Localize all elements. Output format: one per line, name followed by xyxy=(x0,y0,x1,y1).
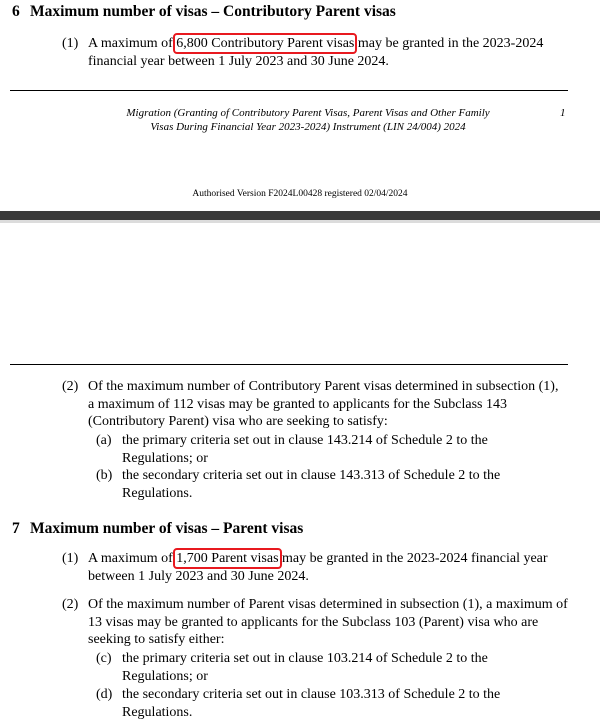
subsection-label: (1) xyxy=(62,551,79,566)
paragraph-text: the secondary criteria set out in clause 143.313 of Schedule 2 to the Regulations. xyxy=(122,468,501,501)
prefix-text: A maximum of xyxy=(88,551,173,566)
subsection-label: (2) xyxy=(62,597,79,612)
subsection-text xyxy=(88,550,548,585)
section-7-number: 7 xyxy=(12,520,20,537)
subsection-text: Of the maximum number of Contributory Parent visas determined in subsection (1), a maximum of 112 visas may be granted to applicants for the Subclass 143 (Contributory Parent) visa who are seeking to satisfy: xyxy=(88,379,559,429)
suffix-text: may be granted in the 2023-2024 financial year between 1 July 2023 and 30 June 2024. xyxy=(88,551,548,584)
paragraph-label: (b) xyxy=(96,468,113,483)
subsection-text xyxy=(88,35,582,70)
footer-title-line-1: Migration (Granting of Contributory Parent Visas, Parent Visas and Other Family xyxy=(126,107,490,119)
paragraph-a xyxy=(96,432,514,467)
page-separator xyxy=(0,211,600,220)
section-6-title: Maximum number of visas – Contributory Parent visas xyxy=(30,3,396,20)
footer-instrument-title xyxy=(108,106,508,134)
subsection-label: (2) xyxy=(62,379,79,394)
paragraph-label: (a) xyxy=(96,433,112,448)
suffix-text: may be granted in the 2023-2024 financial year between 1 July 2023 and 30 June 2024. xyxy=(88,36,544,69)
section-6-heading xyxy=(12,3,396,21)
registration-notice: Authorised Version F2024L00428 registered 02/04/2024 xyxy=(192,189,408,199)
section-6-subsection-2 xyxy=(62,378,567,431)
footer-rule xyxy=(10,90,568,91)
paragraph-c xyxy=(96,650,514,685)
paragraph-text: the secondary criteria set out in clause 103.313 of Schedule 2 to the Regulations. xyxy=(122,687,501,720)
section-7-subsection-2 xyxy=(62,596,569,649)
section-6-subsection-1 xyxy=(62,35,582,70)
highlighted-quota-contributory: 6,800 Contributory Parent visas xyxy=(176,36,355,51)
prefix-text: A maximum of xyxy=(88,36,173,51)
paragraph-b xyxy=(96,467,526,502)
footer-page-number: 1 xyxy=(560,107,566,119)
paragraph-label: (d) xyxy=(96,687,113,702)
paragraph-text: the primary criteria set out in clause 103.214 of Schedule 2 to the Regulations; or xyxy=(122,651,488,684)
paragraph-text: the primary criteria set out in clause 143.214 of Schedule 2 to the Regulations; or xyxy=(122,433,488,466)
paragraph-d xyxy=(96,686,526,721)
footer-title-line-2: Visas During Financial Year 2023-2024) Instrument (LIN 24/004) 2024 xyxy=(150,121,466,133)
paragraph-label: (c) xyxy=(96,651,112,666)
section-6-number: 6 xyxy=(12,3,20,20)
highlighted-quota-parent: 1,700 Parent visas xyxy=(176,551,279,566)
section-7-heading xyxy=(12,520,303,538)
header-rule xyxy=(10,364,568,365)
page-separator-shadow xyxy=(0,220,600,223)
subsection-label: (1) xyxy=(62,36,79,51)
section-7-title: Maximum number of visas – Parent visas xyxy=(30,520,304,537)
subsection-text: Of the maximum number of Parent visas determined in subsection (1), a maximum of 13 visas may be granted to applicants for the Subclass 103 (Parent) visa who are seeking to satisfy either: xyxy=(88,597,568,647)
section-7-subsection-1 xyxy=(62,550,548,585)
